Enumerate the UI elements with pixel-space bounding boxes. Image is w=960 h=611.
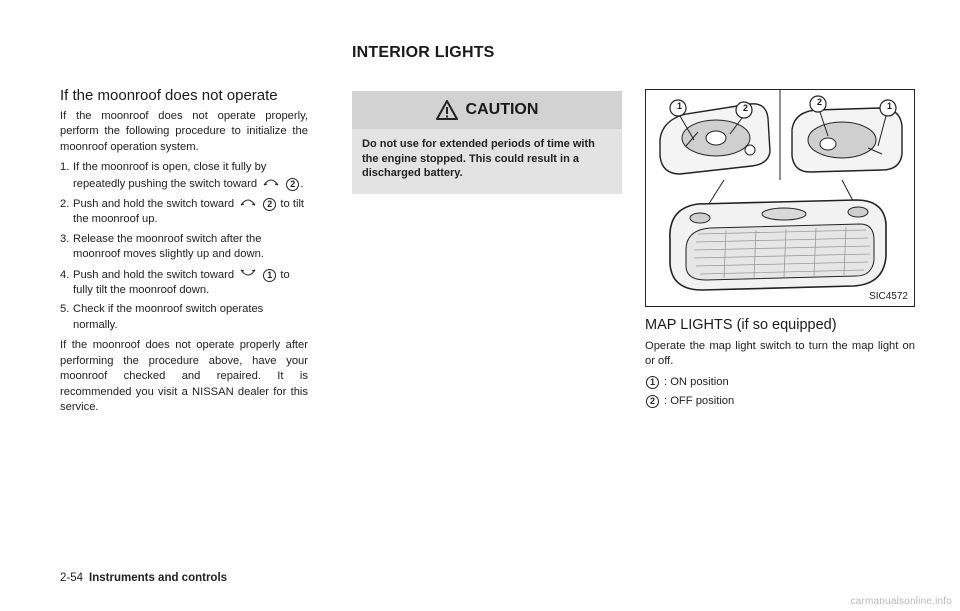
footer-title: Instruments and controls	[89, 572, 228, 584]
list-item: 1. If the moonroof is open, close it fully by repeatedly pushing the switch toward 2 .	[60, 161, 304, 190]
list-item: 2. Push and hold the switch toward 2 to tilt the moonroof up.	[60, 198, 305, 226]
list-item: 5. Check if the moonroof switch operates normally.	[60, 303, 264, 331]
procedure-list	[60, 160, 308, 333]
caution-text: Do not use for extended periods of time with the engine stopped. This could result in a discharged battery.	[362, 138, 595, 179]
legend-off: 2 : OFF position	[645, 394, 915, 409]
list-item: 3. Release the moonroof switch after the moonroof moves slightly up and down.	[60, 232, 264, 261]
map-lights-heading: MAP LIGHTS (if so equipped)	[645, 317, 837, 333]
callout-label: 2	[816, 97, 822, 107]
callout-marker: 1	[646, 376, 659, 389]
callout-label: 1	[886, 101, 892, 111]
callout-marker: 2	[646, 395, 659, 408]
caution-header	[352, 91, 622, 129]
callout-label: 1	[676, 101, 682, 111]
moonroof-section	[60, 86, 308, 420]
moonroof-closing: If the moonroof does not operate properly after performing the procedure above, have your moonroof checked and repaired. It is recommended you visit a NISSAN dealer for this service.	[60, 339, 308, 413]
map-lamp-assembly	[670, 200, 886, 290]
map-lights-text: Operate the map light switch to turn the map light on or off.	[645, 340, 915, 368]
page-number: 2-54	[60, 572, 84, 584]
callout-label: 2	[742, 103, 748, 113]
list-item: 4. Push and hold the switch toward 1 to fully tilt the moonroof down.	[60, 268, 290, 297]
callout-marker: 2	[263, 198, 276, 211]
map-lights-section	[645, 316, 915, 414]
moonroof-heading: If the moonroof does not operate	[60, 87, 278, 104]
moonroof-intro: If the moonroof does not operate properly, perform the following procedure to initialize the moonroof operation system.	[60, 110, 308, 153]
switch-arrow-icon	[239, 196, 257, 208]
section-title: INTERIOR LIGHTS	[352, 44, 495, 61]
switch-arrow-icon	[239, 267, 257, 279]
watermark: carmanualsonline.info	[850, 596, 952, 607]
map-light-illustration	[645, 89, 915, 307]
page-footer	[60, 572, 227, 584]
callout-marker: 1	[263, 269, 276, 282]
map-light-drawing	[646, 90, 914, 306]
callout-marker: 2	[286, 178, 299, 191]
caution-box	[352, 91, 622, 194]
figure-code: SIC4572	[869, 291, 908, 302]
warning-icon	[436, 100, 458, 120]
caution-title: CAUTION	[465, 101, 539, 118]
switch-arrow-icon	[262, 176, 280, 188]
legend-on: 1 : ON position	[645, 375, 915, 390]
